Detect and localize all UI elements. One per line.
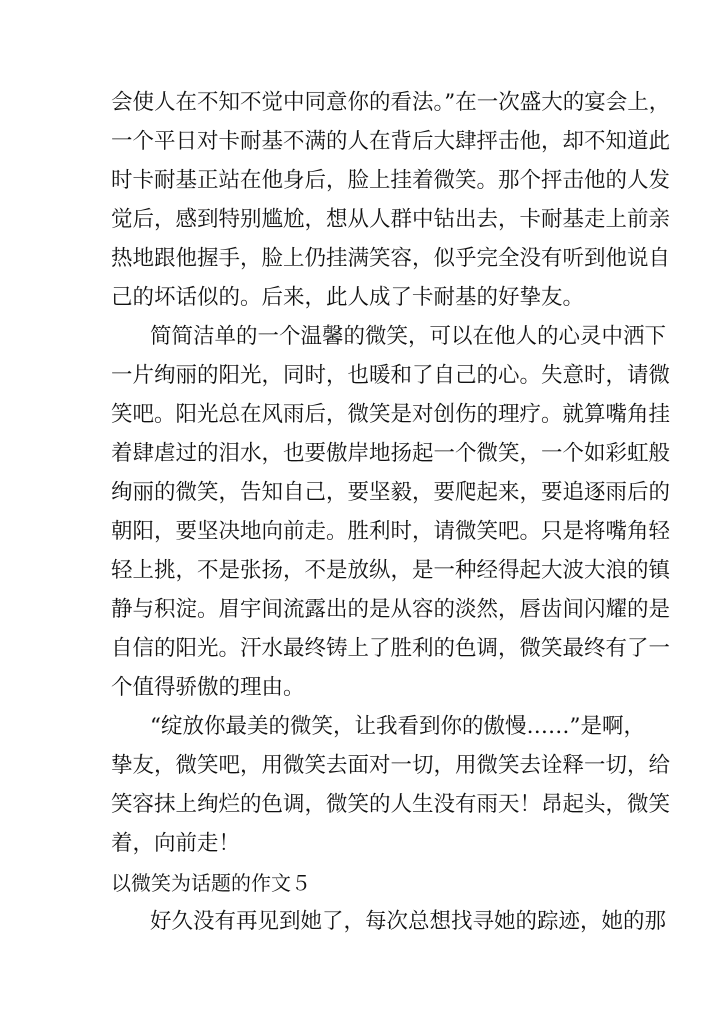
text-line: 己的坏话似的。后来，此人成了卡耐基的好挚友。 bbox=[111, 285, 585, 310]
paragraph-first-line: “绽放你最美的微笑，让我看到你的傲慢……”是啊， bbox=[150, 714, 645, 739]
text-line: 静与积淀。眉宇间流露出的是从容的淡然，唇齿间闪耀的是 bbox=[111, 597, 671, 622]
text-line: 笑吧。阳光总在风雨后，微笑是对创伤的理疗。就算嘴角挂 bbox=[111, 402, 671, 427]
paragraph-first-line: 好久没有再见到她了，每次总想找寻她的踪迹，她的那 bbox=[150, 909, 667, 934]
text-line: 个值得骄傲的理由。 bbox=[111, 675, 305, 700]
text-line: 时卡耐基正站在他身后，脸上挂着微笑。那个抨击他的人发 bbox=[111, 168, 671, 193]
text-line: 着，向前走！ bbox=[111, 831, 241, 856]
paragraph-first-line: 简简洁单的一个温馨的微笑，可以在他人的心灵中洒下 bbox=[150, 324, 667, 349]
text-line: 着肆虐过的泪水，也要傲岸地扬起一个微笑，一个如彩虹般 bbox=[111, 441, 671, 466]
section-heading: 以微笑为话题的作文５ bbox=[111, 871, 311, 895]
text-line: 绚丽的微笑，告知自己，要坚毅，要爬起来，要追逐雨后的 bbox=[111, 480, 671, 505]
text-line: 一片绚丽的阳光，同时，也暖和了自己的心。失意时，请微 bbox=[111, 363, 671, 388]
text-line: 轻上挑，不是张扬，不是放纵，是一种经得起大波大浪的镇 bbox=[111, 558, 671, 583]
text-line: 朝阳，要坚决地向前走。胜利时，请微笑吧。只是将嘴角轻 bbox=[111, 519, 671, 544]
text-line: 觉后，感到特别尴尬，想从人群中钻出去，卡耐基走上前亲 bbox=[111, 207, 671, 232]
text-line: 笑容抹上绚烂的色调，微笑的人生没有雨天！昂起头，微笑 bbox=[111, 792, 671, 817]
text-line: 热地跟他握手，脸上仍挂满笑容，似乎完全没有听到他说自 bbox=[111, 246, 671, 271]
text-line: 一个平日对卡耐基不满的人在背后大肆抨击他，却不知道此 bbox=[111, 129, 671, 154]
text-line: 挚友，微笑吧，用微笑去面对一切，用微笑去诠释一切，给 bbox=[111, 753, 671, 778]
text-line: 自信的阳光。汗水最终铸上了胜利的色调，微笑最终有了一 bbox=[111, 636, 671, 661]
text-line: 会使人在不知不觉中同意你的看法。”在一次盛大的宴会上， bbox=[111, 90, 671, 115]
